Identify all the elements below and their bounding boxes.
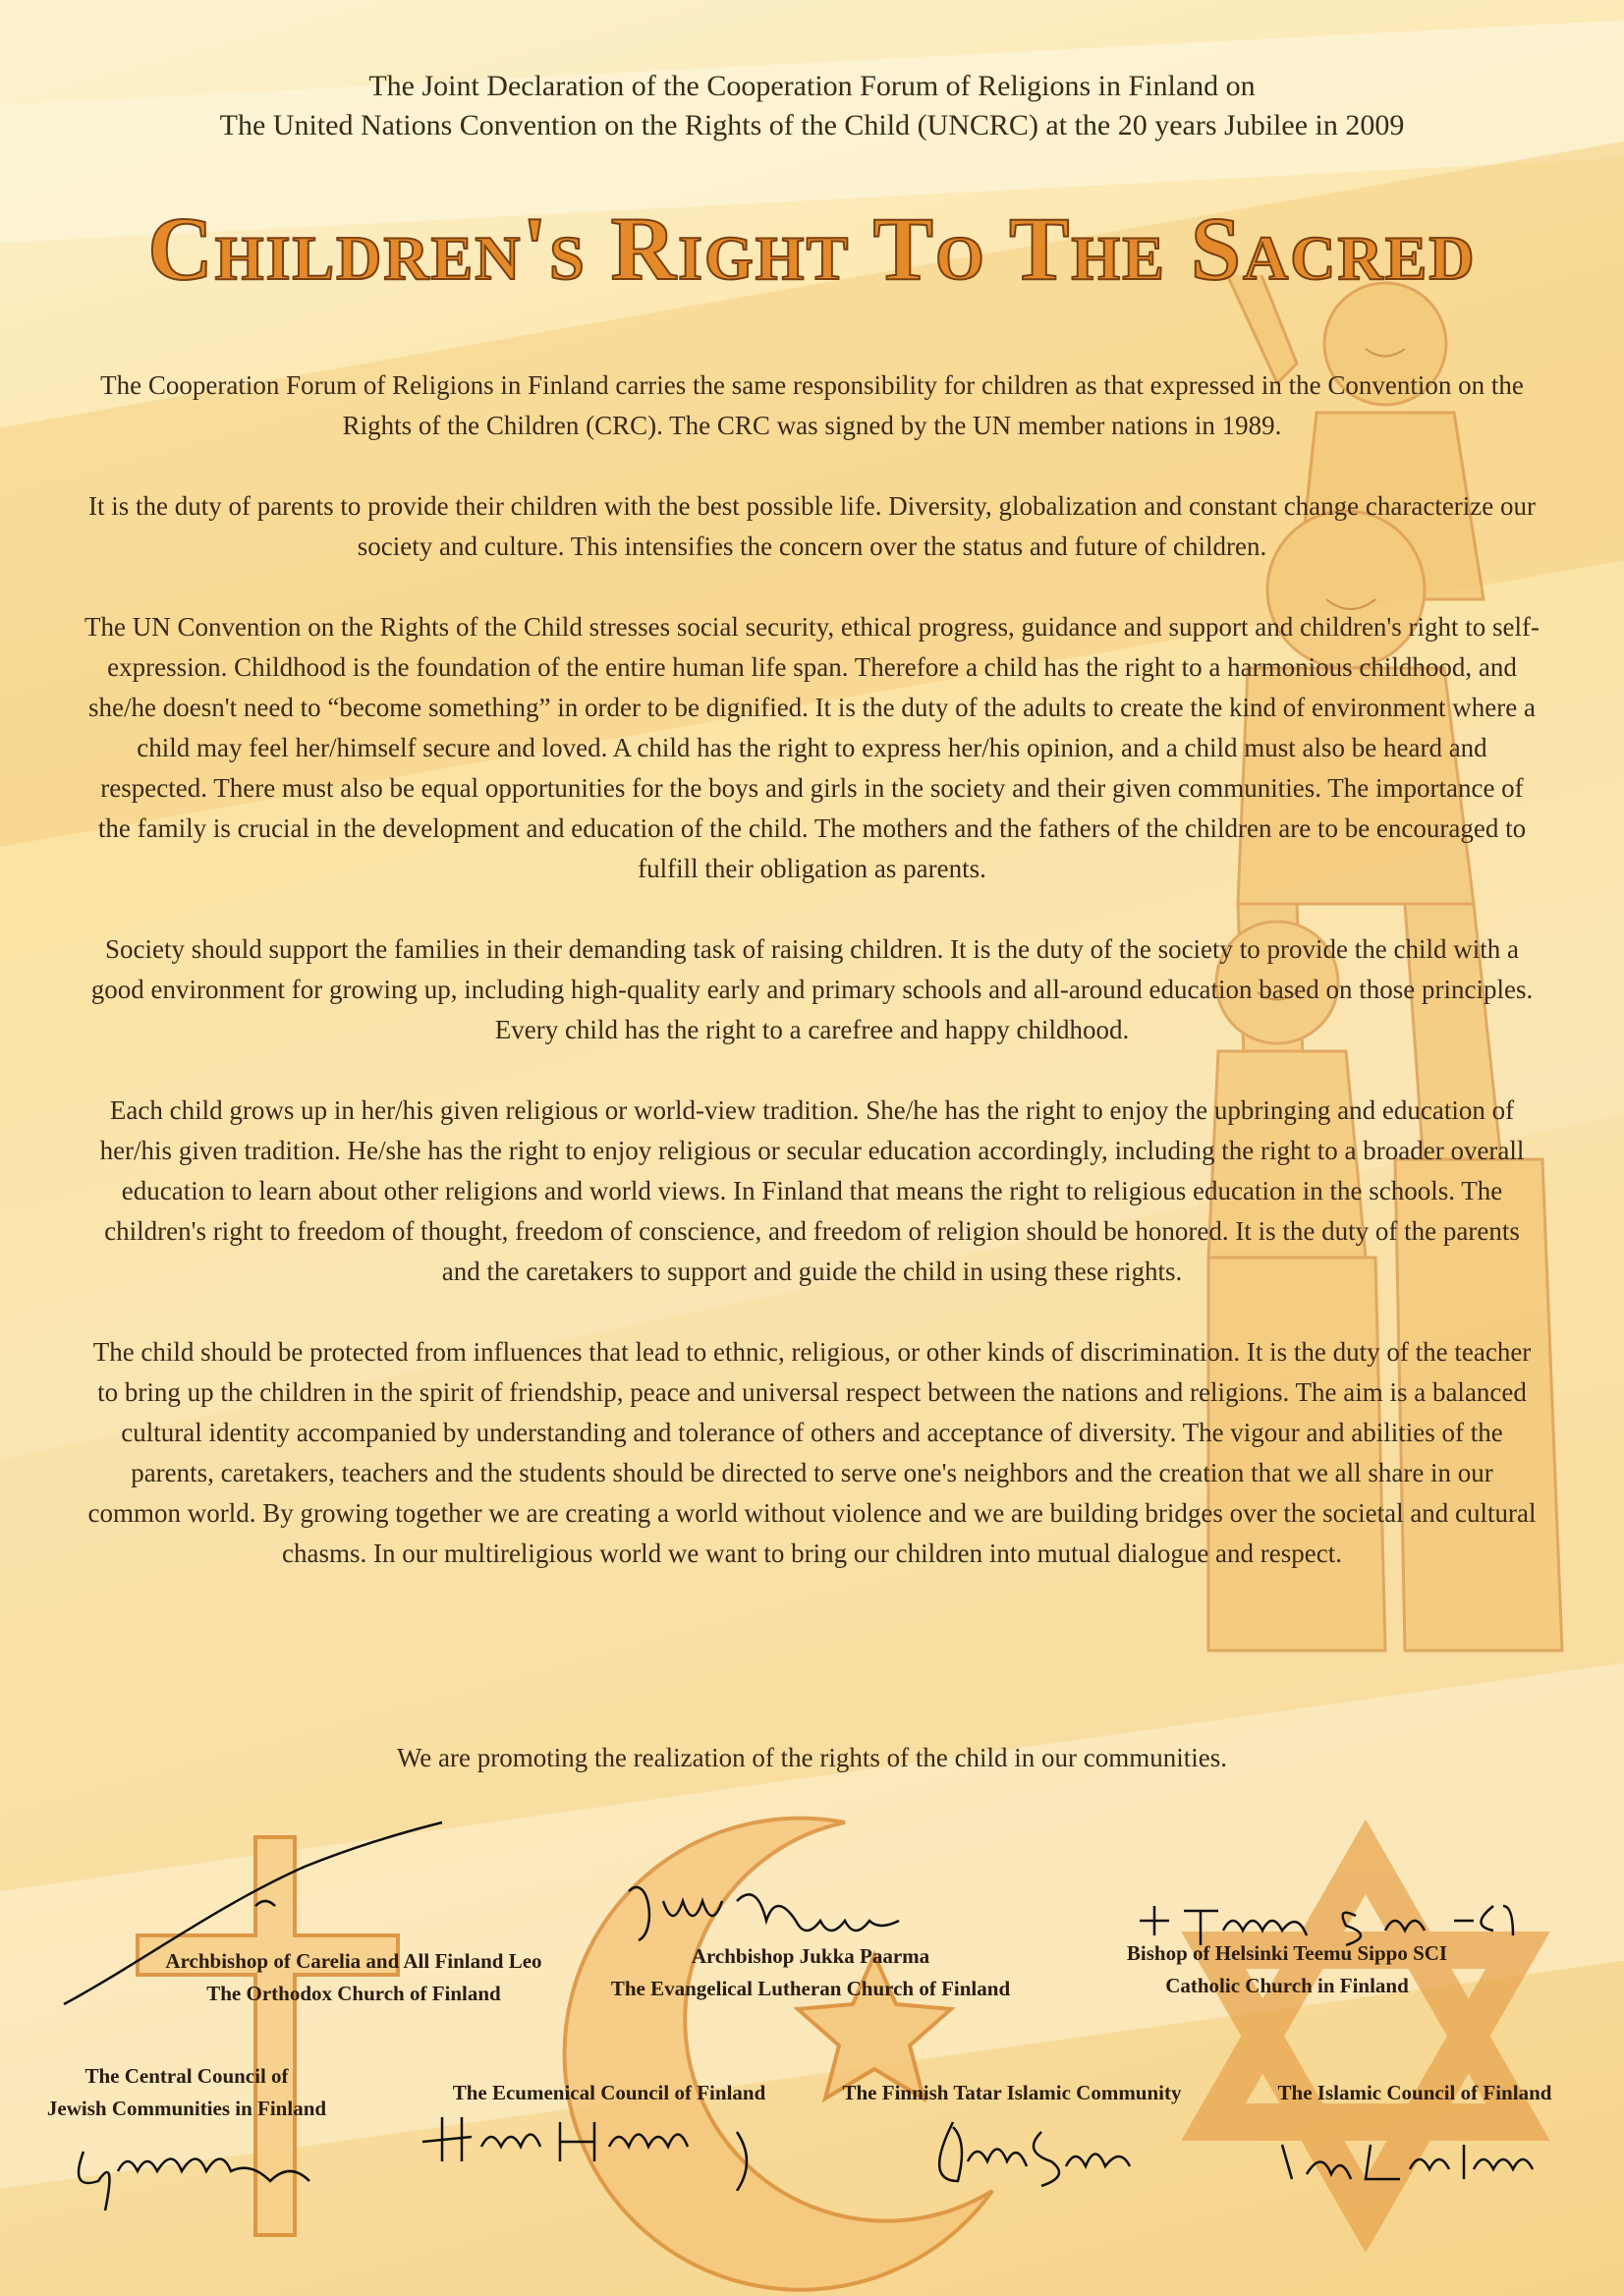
signatory-organization: The Finnish Tatar Islamic Community (842, 2081, 1182, 2104)
signatory-islamic (1248, 2077, 1582, 2109)
declaration-body (84, 365, 1540, 1614)
signatory-jewish (39, 2060, 334, 2125)
signatory-title: Archbishop of Carelia and All Finland Leo (165, 1949, 542, 1973)
paragraph: The Cooperation Forum of Religions in Finland carries the same responsibility for children as that expressed in the Convention on the Rights of the Children (CRC). The CRC was signed by the UN member nations in 1989. (100, 370, 1524, 440)
header-line-2: The United Nations Convention on the Rights of the Child (UNCRC) at the 20 years Jubilee in 2009 (219, 109, 1405, 141)
signatory-organization: Catholic Church in Finland (1165, 1974, 1409, 1997)
signatory-lutheran (580, 1940, 1041, 2005)
signature-islamic (1272, 2130, 1557, 2189)
signatory-tatar (815, 2077, 1208, 2109)
signatory-catholic (1091, 1937, 1484, 2002)
signatory-organization: The Orthodox Church of Finland (206, 1982, 501, 2005)
paragraph: The child should be protected from influences that lead to ethnic, religious, or other kinds of discrimination. It is the duty of the teacher to bring up the children in the spirit of friendship, peace and universal respect between the nations and religions. The aim is a balanced cultural identity accompanied by understanding and tolerance of others and acceptance of diversity. The vigour and abilities of the parents, caretakers, teachers and the students should be directed to serve one's neighbors and the creation that we all share in our common world. By growing together we are creating a world without violence and we are building bridges over the societal and cultural chasms. In our multireligious world we want to bring our children into mutual dialogue and respect. (87, 1337, 1537, 1568)
signatory-title: Archbishop Jukka Paarma (691, 1944, 930, 1968)
paragraph: It is the duty of parents to provide their children with the best possible life. Diversity, globalization and constant change characterize our society and culture. This intensifies the concern over the status and future of children. (87, 491, 1537, 561)
document-header (0, 67, 1624, 145)
signature-lutheran (619, 1872, 933, 1950)
signatory-ecumenical (413, 2077, 806, 2109)
signatory-organization: The Evangelical Lutheran Church of Finland (610, 1977, 1011, 2000)
signature-jewish (69, 2132, 354, 2211)
signatory-title: The Central Council of (84, 2064, 289, 2088)
signatory-organization: The Islamic Council of Finland (1277, 2081, 1552, 2104)
signatory-organization: Jewish Communities in Finland (46, 2097, 327, 2120)
signatory-title: Bishop of Helsinki Teemu Sippo SCI (1126, 1941, 1448, 1965)
signatory-orthodox (128, 1945, 580, 2010)
header-line-1: The Joint Declaration of the Cooperation Forum of Religions in Finland on (368, 70, 1256, 102)
paragraph: The UN Convention on the Rights of the Child stresses social security, ethical progress, guidance and support and children's right to self-expression. Childhood is the foundation of the entire human life span. Therefore a child has the right to a harmonious childhood, and she/he doesn't need to “become something” in order to be dignified. It is the duty of the adults to create the kind of environment where a child may feel her/himself secure and loved. A child has the right to express her/his opinion, and a child must also be heard and respected. There must also be equal opportunities for the boys and girls in the society and their given communities. The importance of the family is crucial in the development and education of the child. The mothers and the fathers of the children are to be encouraged to fulfill their obligation as parents. (84, 612, 1540, 883)
closing-statement: We are promoting the realization of the rights of the child in our communities. (396, 1743, 1228, 1772)
signature-tatar (924, 2112, 1149, 2201)
paragraph: Each child grows up in her/his given religious or world-view tradition. She/he has the right to enjoy the upbringing and education of her/his given tradition. He/she has the right to enjoy religious or secular education accordingly, including the right to a broader overall education to learn about other religions and world views. In Finland that means the right to religious education in the schools. The children's right to freedom of thought, freedom of conscience, and freedom of religion should be honored. It is the duty of the parents and the caretakers to support and guide the child in using these rights. (99, 1095, 1525, 1286)
signatory-organization: The Ecumenical Council of Finland (452, 2081, 766, 2104)
page-title: Children's Right To The Sacred (147, 198, 1477, 299)
paragraph: Society should support the families in their demanding task of raising children. It is the duty of the society to provide the child with a good environment for growing up, including high-quality early and primary schools and all-around education based on those principles. Every child has the right to a carefree and happy childhood. (90, 934, 1534, 1044)
